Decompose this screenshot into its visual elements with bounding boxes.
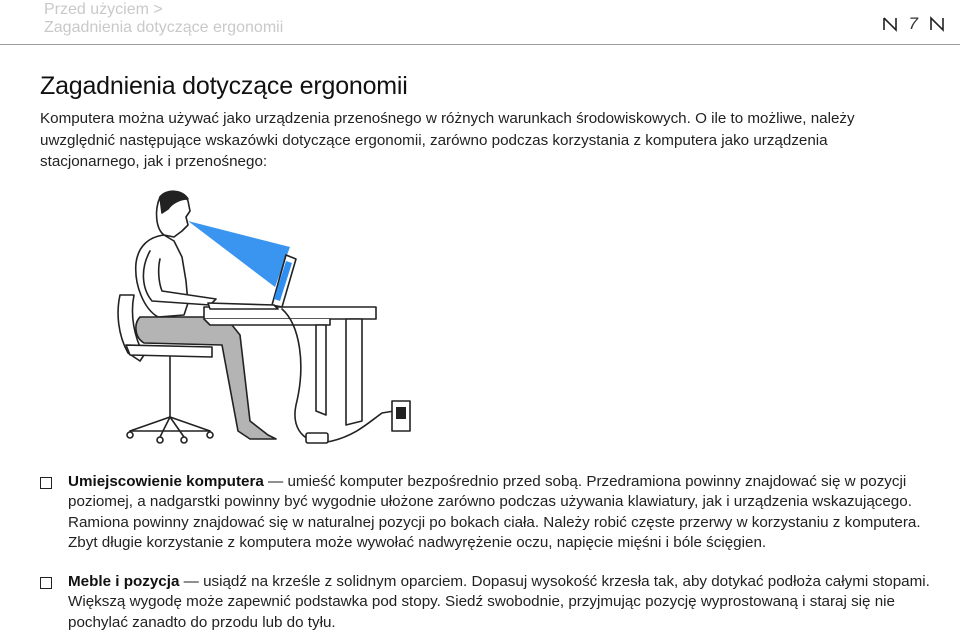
list-item-separator: — bbox=[179, 573, 204, 590]
list-item bbox=[40, 572, 940, 633]
list-item bbox=[40, 472, 940, 553]
list-item-description: umieść komputer bezpośrednio przed sobą. Przedramiona powinny znajdować się w pozycji poziomej, a nadgarstki powinny być wygodnie ułożone zarówno podczas używania klawiatury, jak i urządzenia wskazującego. Ramiona powinny znajdować się w naturalnej pozycji po bokach ciała. Należy robić częste przerwy w korzystaniu z komputera. Zbyt długie korzystanie z komputera może wywołać nadwyrężenie oczu, napięcie mięśni i bóle ścięgien. bbox=[68, 473, 921, 551]
list-item-description: usiądź na krześle z solidnym oparciem. Dopasuj wysokość krzesła tak, aby dotykać podłoża całymi stopami. Większą wygodę może zapewnić podstawka pod stopy. Siedź swobodnie, przyjmując pozycję wyprostowaną i staraj się nie pochylać zanadto do przodu lub do tyłu. bbox=[68, 573, 930, 631]
checkbox-bullet-icon bbox=[40, 477, 52, 489]
intro-paragraph: Komputera można używać jako urządzenia przenośnego w różnych warunkach środowiskowych. O ile to możliwe, należy uwzględnić następujące wskazówki dotyczące ergonomii, zarówno podczas korzystania z komputera jako urządzenia stacjonarnego, jak i przenośnego: bbox=[40, 110, 855, 170]
checkbox-bullet-icon bbox=[40, 577, 52, 589]
next-page-icon[interactable] bbox=[928, 15, 946, 33]
list-item-separator: — bbox=[263, 473, 288, 490]
page-navigation bbox=[881, 14, 946, 34]
header-divider bbox=[0, 44, 960, 45]
breadcrumb-parent[interactable]: Przed użyciem > bbox=[44, 1, 163, 18]
page-title: Zagadnienia dotyczące ergonomii bbox=[40, 72, 408, 100]
page-header bbox=[0, 0, 960, 44]
list-item-term: Umiejscowienie komputera bbox=[68, 473, 264, 490]
list-item-text bbox=[68, 572, 940, 633]
list-item-text bbox=[68, 472, 940, 553]
previous-page-icon[interactable] bbox=[881, 15, 899, 33]
list-item-term: Meble i pozycja bbox=[68, 573, 180, 590]
breadcrumb-current: Zagadnienia dotyczące ergonomii bbox=[44, 19, 284, 36]
page-number: 7 bbox=[908, 14, 918, 33]
ergonomic-posture-illustration bbox=[100, 185, 440, 450]
